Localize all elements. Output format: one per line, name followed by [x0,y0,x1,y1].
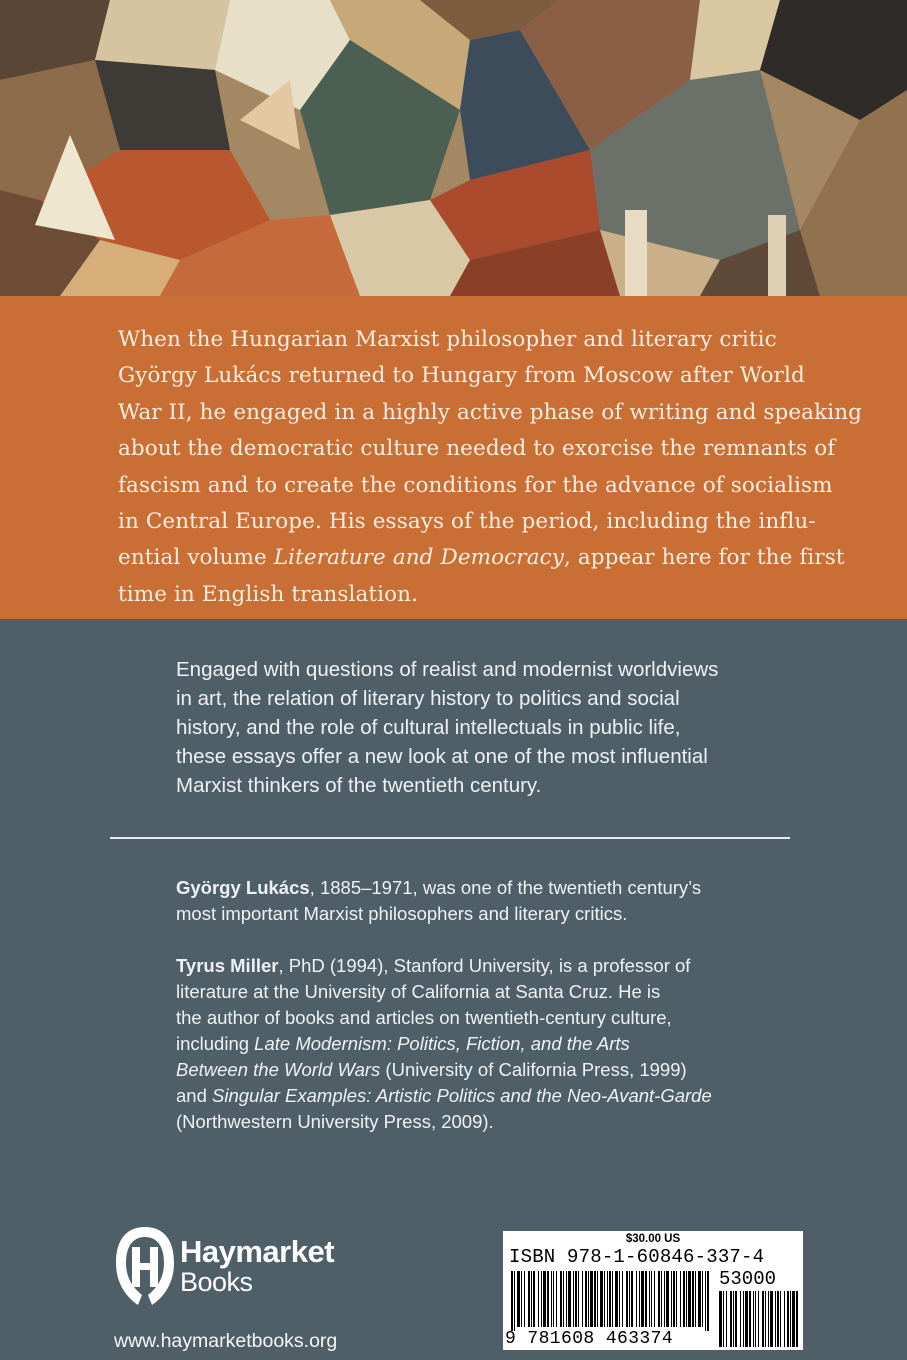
barcode-bar [790,1291,791,1347]
price-label: $30.00 US [625,1233,681,1245]
bio-line [176,1031,712,1057]
barcode-bar [612,1271,613,1327]
barcode-bar [686,1271,687,1327]
barcode-bar [740,1291,741,1347]
barcode-bar [604,1271,605,1327]
bio-line-part: , 1885–1971, was one of the twentieth century’s [309,877,702,898]
summary-line: about the democratic culture needed to exorcise the remnants of [118,436,836,462]
book-title: Literature and Democracy [273,545,564,571]
barcode-bar [770,1291,773,1347]
barcode-bar [551,1271,552,1327]
barcode-bar [753,1291,754,1347]
barcode-bar [680,1271,681,1327]
bio-line [176,953,712,979]
barcode-bar [775,1291,776,1347]
barcode-bar [676,1271,677,1327]
barcode-bar [649,1271,650,1327]
barcode-bar [631,1271,633,1327]
bio-line: literature at the University of California at Santa Cruz. He is [176,981,661,1002]
editor-bio [176,953,712,1135]
bio-line [176,1083,712,1109]
barcode-bar [556,1271,557,1327]
barcode-bar [541,1271,542,1327]
blurb-line: in art, the relation of literary history to politics and social [176,687,680,710]
publisher-name: Haymarket [180,1234,335,1269]
barcode-bar [695,1271,696,1327]
barcode-bar [524,1271,525,1327]
publisher-wordmark [180,1234,335,1297]
bio-line-part: including [176,1033,255,1054]
haymarket-h-logo-icon [112,1225,178,1307]
barcode-bar [615,1271,618,1327]
barcode-bar [600,1271,603,1327]
barcode-bar [733,1291,734,1347]
barcode-bar [597,1271,598,1327]
barcode-bar [553,1271,554,1327]
barcode-bar [538,1271,539,1327]
description-panel [0,619,907,1360]
barcode-bar [521,1271,522,1327]
cover-art [0,0,907,296]
barcode-bar [671,1271,672,1327]
barcode-bar [578,1271,579,1327]
barcode-bar [780,1291,781,1347]
barcode-bar [645,1271,647,1327]
blurb-line: these essays offer a new look at one of the most influential [176,745,708,768]
barcode-bar [573,1271,574,1327]
barcode-bar [533,1271,535,1327]
summary-text [118,322,863,613]
summary-line: György Lukács returned to Hungary from Moscow after World [118,363,805,389]
cubist-painting-image [0,0,907,296]
summary-panel [0,296,907,619]
barcode-bar [792,1291,795,1347]
barcode-bar [575,1271,577,1327]
price-code: 53000 [719,1268,777,1290]
barcode-bar [777,1291,779,1347]
isbn-text: ISBN 978-1-60846-337-4 [509,1246,765,1268]
barcode-bar [651,1271,652,1327]
barcode-bar [723,1291,724,1347]
barcode-bar [511,1271,513,1331]
barcode-bar [528,1271,530,1327]
barcode-bar [784,1291,785,1347]
barcode-bar [698,1271,701,1327]
bio-line-part: and [176,1085,213,1106]
barcode-bar [547,1271,549,1327]
divider [110,837,790,839]
barcode-bar [636,1271,637,1327]
summary-line: in Central Europe. His essays of the period, including the influ- [118,509,816,535]
summary-line [118,540,845,576]
barcode-bar [666,1271,669,1327]
barcode-bar [743,1291,744,1347]
isbn-barcode [503,1231,803,1350]
barcode-bar [531,1271,532,1327]
bio-line: the author of books and articles on twentieth-century culture, [176,1007,672,1028]
barcode-bar [566,1271,567,1327]
book-title: Between the World Wars [176,1059,381,1080]
barcode-bar [702,1271,703,1327]
barcode-bar [768,1291,769,1347]
blurb-line: Engaged with questions of realist and modernist worldviews [176,658,719,681]
barcode-bar [726,1291,727,1347]
summary-line: War II, he engaged in a highly active phase of writing and speaking [118,399,863,425]
barcode-bar [619,1271,620,1327]
barcode-bar [745,1291,748,1347]
author-name: György Lukács [176,877,310,898]
barcode-bar [683,1271,685,1327]
barcode-bar [673,1271,675,1327]
publisher-subname: Books [180,1267,253,1297]
summary-line: fascism and to create the conditions for the advance of socialism [118,472,833,498]
summary-line-part: ential volume [118,545,274,571]
barcode-digits: 9 781608 463374 [505,1329,674,1349]
barcode-bar [514,1271,515,1331]
barcode-bar [735,1291,737,1347]
barcode-bar [517,1271,520,1327]
barcode-bar [590,1271,593,1327]
barcode-bar [585,1271,587,1327]
bio-line-part: (University of California Press, 1999) [380,1059,687,1080]
blurb-line: Marxist thinkers of the twentieth century. [176,774,542,797]
barcode-bar [787,1291,789,1347]
barcode-bar [543,1271,546,1327]
barcode-bar [609,1271,611,1327]
author-bio [176,875,701,927]
barcode-bar [692,1271,694,1327]
summary-line: time in English translation. [118,581,419,607]
summary-line: When the Hungarian Marxist philosopher and literary critic [118,327,777,352]
barcode-bar [626,1271,628,1327]
barcode-bar [664,1271,665,1327]
barcode-bar [661,1271,662,1327]
barcode-bar [629,1271,630,1327]
barcode-bar [762,1291,764,1347]
barcode-bar [641,1271,644,1327]
blurb-line: history, and the role of cultural intellectuals in public life, [176,716,681,739]
barcode-bar [765,1291,766,1347]
blurb-text [176,655,718,800]
barcode-bar [582,1271,583,1327]
bio-line-part: , PhD (1994), Stanford University, is a professor of [278,955,691,976]
barcode-bar [563,1271,564,1327]
book-title: Singular Examples: Artistic Politics and the Neo-Avant-Garde [212,1085,712,1106]
bio-line: (Northwestern University Press, 2009). [176,1111,494,1132]
publisher-website: www.haymarketbooks.org [114,1330,338,1352]
barcode-bar [755,1291,756,1347]
barcode-bar [594,1271,596,1327]
barcode-bar [719,1291,722,1347]
barcode-bar [730,1291,732,1347]
book-title: Late Modernism: Politics, Fiction, and the Arts [254,1033,630,1054]
bio-line [176,875,701,901]
barcode-bar [654,1271,655,1327]
barcode-bar [622,1271,623,1327]
barcode-bar [749,1291,751,1347]
barcode-bar [588,1271,589,1327]
publisher-logo [112,1225,402,1325]
bio-line [176,1057,712,1083]
barcode-bar [688,1271,691,1327]
barcode-bar [568,1271,571,1327]
barcode-bar [658,1271,660,1327]
barcode-bar [639,1271,640,1327]
barcode-bar [758,1291,759,1347]
barcode-bar [707,1271,709,1331]
barcode-bar [607,1271,608,1327]
barcode-bar [796,1291,798,1347]
barcode-bar [705,1271,706,1331]
editor-name: Tyrus Miller [176,955,279,976]
bio-line: most important Marxist philosophers and literary critics. [176,903,628,924]
summary-line-part: , appear here for the first [564,545,845,571]
barcode-bar [560,1271,562,1327]
